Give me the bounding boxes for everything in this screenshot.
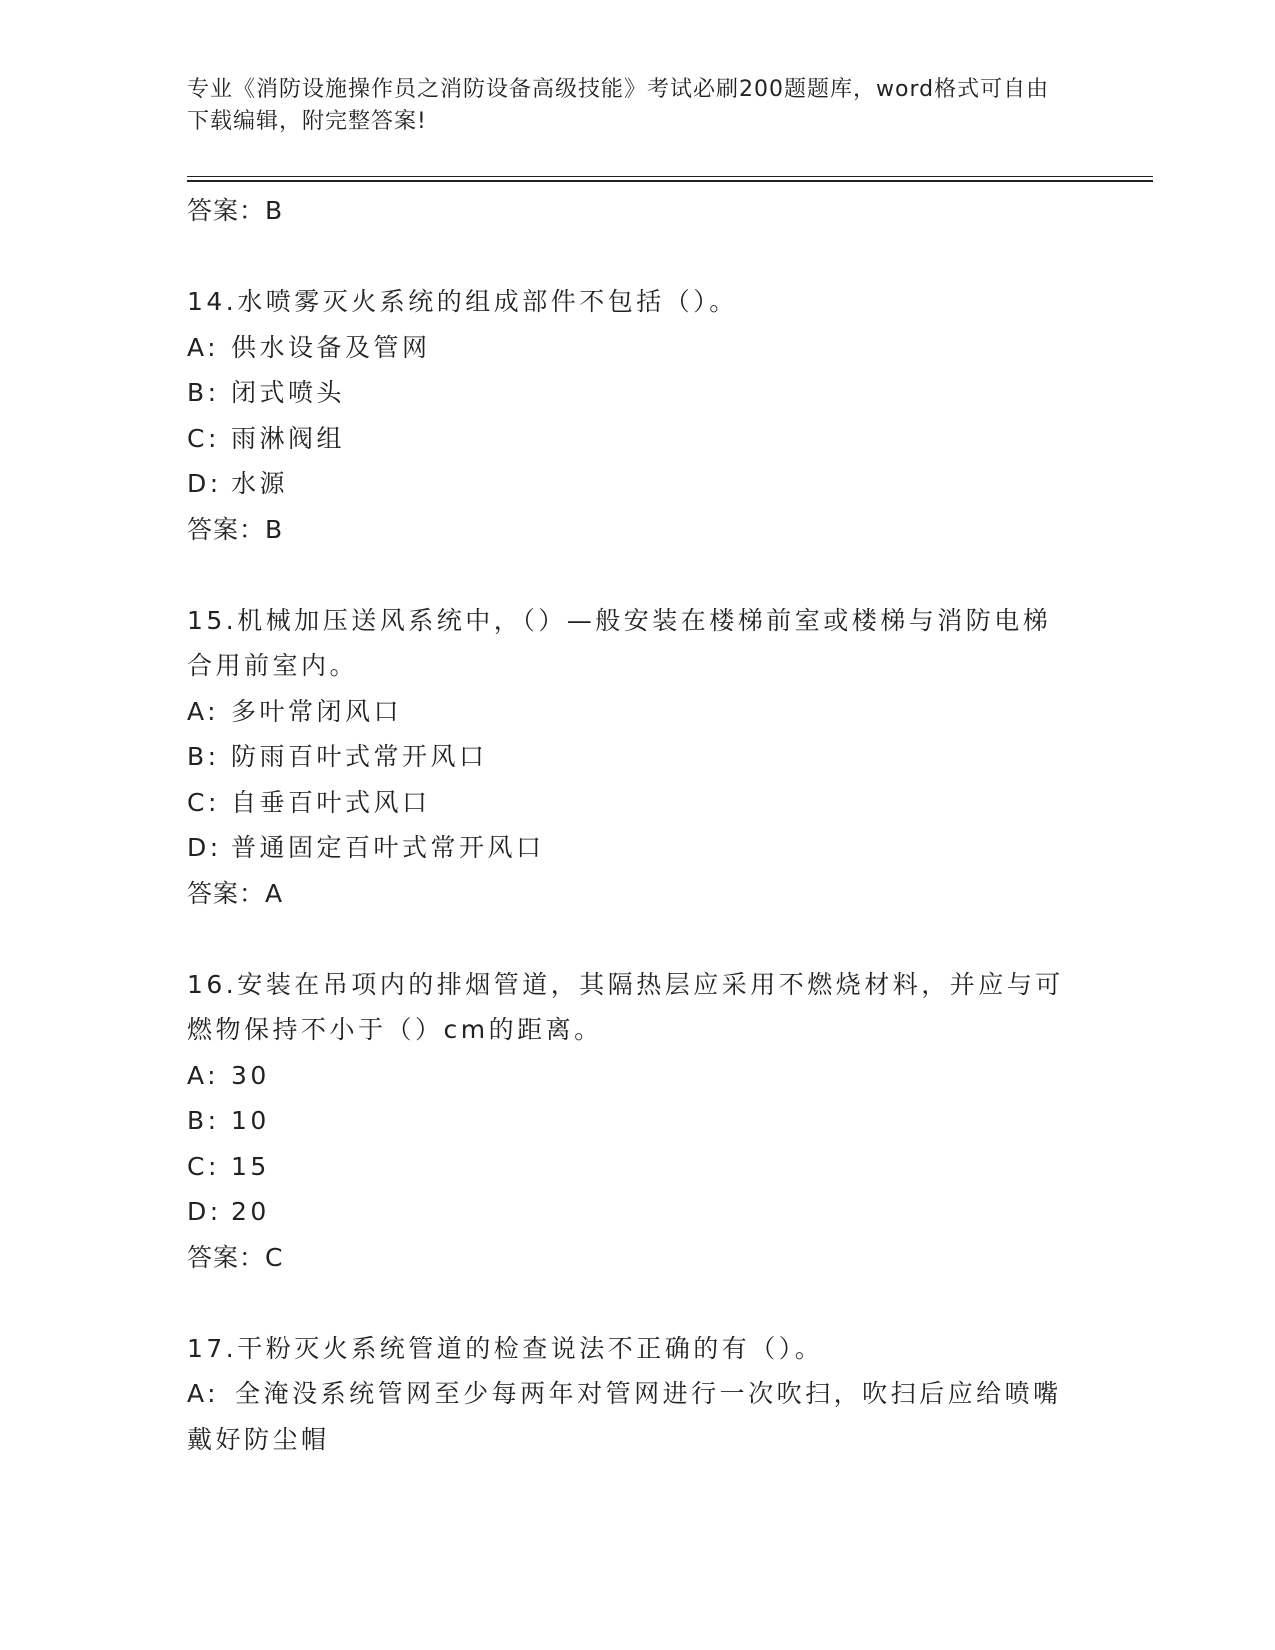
question-text: 14.水喷雾灭火系统的组成部件不包括（）。 bbox=[187, 287, 738, 316]
option-text: 20 bbox=[231, 1197, 270, 1226]
option-letter: B: bbox=[187, 1106, 220, 1135]
option-text: 供水设备及管网 bbox=[231, 332, 431, 362]
option-text: 10 bbox=[231, 1106, 270, 1135]
header-divider-thick bbox=[187, 180, 1153, 182]
spacer bbox=[187, 916, 1087, 962]
answer-line: 答案：B bbox=[187, 196, 284, 225]
header-divider-thin bbox=[187, 176, 1153, 177]
question-text: 17.干粉灭火系统管道的检查说法不正确的有（）。 bbox=[187, 1333, 824, 1363]
spacer bbox=[187, 234, 1087, 280]
option-line bbox=[187, 1098, 1087, 1144]
option-line bbox=[187, 325, 1087, 371]
option-letter: C: bbox=[187, 423, 220, 453]
option-letter: A: bbox=[187, 1060, 220, 1090]
option-letter: A: bbox=[187, 696, 220, 726]
option-text: 全淹没系统管网至少每两年对管网进行一次吹扫，吹扫后应给喷嘴戴好防尘帽 bbox=[187, 1379, 1062, 1454]
answer-line: 答案：B bbox=[187, 514, 284, 544]
option-line bbox=[187, 1371, 1067, 1462]
answer-line: 答案：C bbox=[187, 1242, 284, 1272]
spacer bbox=[187, 1280, 1087, 1326]
option-letter: C: bbox=[187, 1151, 220, 1181]
option-text: 自垂百叶式风口 bbox=[231, 787, 431, 817]
option-text: 水源 bbox=[231, 469, 289, 498]
option-text: 15 bbox=[231, 1151, 270, 1181]
option-text: 闭式喷头 bbox=[231, 378, 346, 407]
option-letter: D: bbox=[187, 469, 222, 498]
question-text: 15.机械加压送风系统中，（）—般安装在楼梯前室或楼梯与消防电梯合用前室内。 bbox=[187, 605, 1052, 680]
spacer bbox=[187, 552, 1087, 598]
option-line bbox=[187, 1144, 1087, 1190]
option-line bbox=[187, 1053, 1087, 1099]
question-text: 16.安装在吊项内的排烟管道，其隔热层应采用不燃烧材料，并应与可燃物保持不小于（）cm的距离。 bbox=[187, 969, 1064, 1044]
option-line bbox=[187, 1189, 1087, 1235]
option-line bbox=[187, 416, 1087, 462]
option-letter: B: bbox=[187, 378, 220, 407]
option-letter: D: bbox=[187, 1197, 222, 1226]
option-text: 普通固定百叶式常开风口 bbox=[231, 833, 545, 862]
option-letter: C: bbox=[187, 787, 220, 817]
option-text: 雨淋阀组 bbox=[231, 423, 346, 453]
option-line bbox=[187, 734, 1087, 780]
document-header: 专业《消防设施操作员之消防设备高级技能》考试必刷200题题库，word格式可自由下载编辑，附完整答案! bbox=[187, 77, 1050, 134]
option-text: 30 bbox=[231, 1060, 270, 1090]
option-text: 防雨百叶式常开风口 bbox=[231, 742, 488, 771]
option-letter: A: bbox=[187, 332, 220, 362]
option-line bbox=[187, 689, 1087, 735]
option-line bbox=[187, 780, 1087, 826]
option-line bbox=[187, 825, 1087, 871]
option-letter: B: bbox=[187, 742, 220, 771]
option-letter: A: bbox=[187, 1379, 220, 1408]
option-text: 多叶常闭风口 bbox=[231, 696, 403, 726]
question-list bbox=[187, 188, 1087, 1462]
option-line bbox=[187, 461, 1087, 507]
option-letter: D: bbox=[187, 833, 222, 862]
option-line bbox=[187, 370, 1087, 416]
answer-line: 答案：A bbox=[187, 878, 284, 908]
